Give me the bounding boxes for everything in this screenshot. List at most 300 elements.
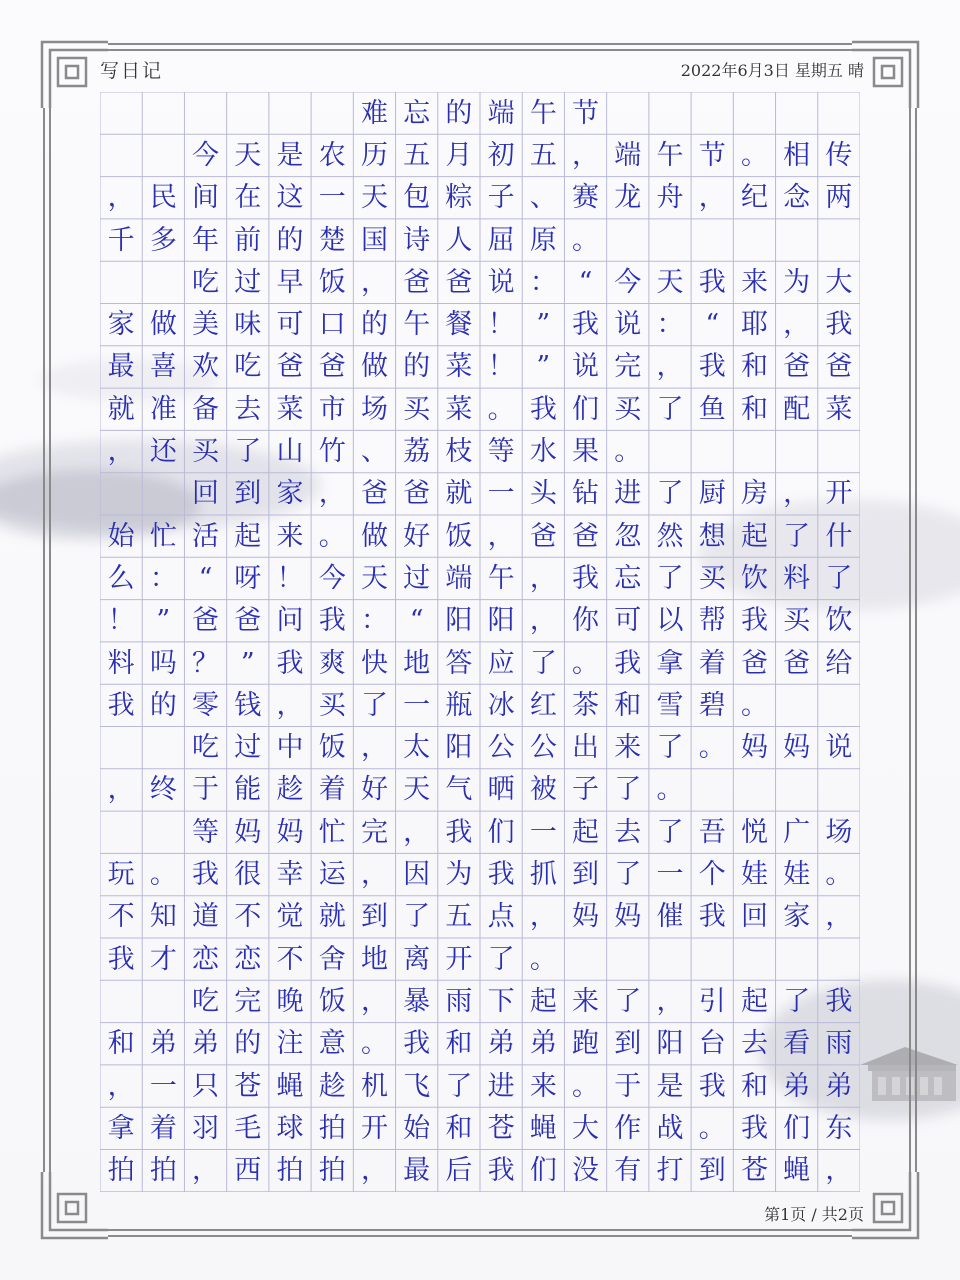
grid-cell <box>100 134 142 176</box>
grid-cell <box>607 92 649 134</box>
grid-cell: ， <box>107 182 135 214</box>
grid-cell: 弟 <box>192 1028 220 1060</box>
grid-cell: 。 <box>360 1028 388 1060</box>
grid-cell: 爸 <box>360 478 388 510</box>
grid-cell: 拿 <box>107 1112 135 1144</box>
grid-cell: 最 <box>107 351 135 383</box>
grid-cell <box>733 219 775 261</box>
grid-cell: 晒 <box>487 774 515 806</box>
grid-cell: 粽 <box>445 182 473 214</box>
grid-cell: 毛 <box>234 1112 262 1144</box>
grid-cell: ， <box>529 562 557 594</box>
grid-cell: 于 <box>614 1070 642 1102</box>
essay-line <box>100 1065 860 1107</box>
grid-cell: 天 <box>234 139 262 171</box>
grid-cell: 吃 <box>192 985 220 1017</box>
grid-cell: 快 <box>360 647 388 679</box>
grid-cell: 午 <box>403 309 431 341</box>
grid-cell: 我 <box>529 393 557 425</box>
grid-cell <box>818 684 860 726</box>
grid-cell: ， <box>529 901 557 933</box>
grid-cell: ” <box>156 605 171 637</box>
grid-cell: 知 <box>149 901 177 933</box>
grid-cell: 料 <box>783 562 811 594</box>
grid-cell: “ <box>198 562 213 594</box>
grid-cell: 忘 <box>403 97 431 129</box>
grid-cell: ， <box>656 351 684 383</box>
grid-cell: ， <box>572 139 600 171</box>
essay-line <box>100 896 860 938</box>
grid-cell: 了 <box>783 520 811 552</box>
grid-cell <box>100 980 142 1022</box>
grid-cell <box>564 938 606 980</box>
grid-cell: 了 <box>656 562 684 594</box>
essay-line <box>100 684 860 726</box>
grid-cell: 们 <box>572 393 600 425</box>
grid-cell: 打 <box>656 1155 684 1187</box>
grid-cell: 五 <box>403 139 431 171</box>
grid-cell: 红 <box>529 689 557 721</box>
grid-cell <box>311 92 353 134</box>
grid-cell: 饮 <box>740 562 768 594</box>
grid-cell: 一 <box>403 689 431 721</box>
grid-cell: 和 <box>614 689 642 721</box>
grid-cell: 来 <box>572 985 600 1017</box>
grid-cell: 气 <box>445 774 473 806</box>
grid-cell: 到 <box>698 1155 726 1187</box>
essay-line <box>100 769 860 811</box>
grid-cell: 冰 <box>487 689 515 721</box>
grid-cell: 进 <box>487 1070 515 1102</box>
essay-line <box>100 557 860 599</box>
grid-cell: 出 <box>572 732 600 764</box>
grid-cell: 。 <box>656 774 684 806</box>
grid-cell: 的 <box>276 224 304 256</box>
grid-cell: 是 <box>656 1070 684 1102</box>
grid-cell: 点 <box>487 901 515 933</box>
grid-cell: 历 <box>360 139 388 171</box>
grid-cell: ， <box>403 816 431 848</box>
grid-cell: 拍 <box>318 1112 346 1144</box>
grid-cell: 午 <box>529 97 557 129</box>
grid-cell <box>776 430 818 472</box>
grid-cell <box>733 938 775 980</box>
grid-cell: ， <box>783 309 811 341</box>
grid-cell: 五 <box>529 139 557 171</box>
grid-cell: 是 <box>276 139 304 171</box>
grid-cell <box>100 261 142 303</box>
grid-cell: 完 <box>360 816 388 848</box>
grid-cell: 说 <box>487 266 515 298</box>
grid-cell: 公 <box>487 732 515 764</box>
grid-cell: ， <box>656 985 684 1017</box>
grid-cell: 阳 <box>445 732 473 764</box>
grid-cell: 机 <box>360 1070 388 1102</box>
grid-cell: 场 <box>825 816 853 848</box>
grid-cell: 过 <box>234 266 262 298</box>
grid-cell <box>818 430 860 472</box>
grid-cell: 端 <box>487 97 515 129</box>
grid-cell: 我 <box>572 562 600 594</box>
grid-cell: 了 <box>656 393 684 425</box>
grid-cell: 趁 <box>276 774 304 806</box>
page-title: 写日记 <box>100 60 164 82</box>
grid-cell: 菜 <box>445 351 473 383</box>
grid-cell: 端 <box>614 139 642 171</box>
grid-cell: 赛 <box>572 182 600 214</box>
grid-cell: 饮 <box>825 605 853 637</box>
grid-cell <box>227 92 269 134</box>
grid-cell: 了 <box>825 562 853 594</box>
grid-cell: 我 <box>614 647 642 679</box>
grid-cell: 妈 <box>234 816 262 848</box>
grid-cell <box>776 684 818 726</box>
grid-cell: 耶 <box>740 309 768 341</box>
grid-cell: ： <box>656 309 684 341</box>
grid-cell: 舍 <box>318 943 346 975</box>
grid-cell: 多 <box>149 224 177 256</box>
grid-cell: 买 <box>403 393 431 425</box>
grid-cell: 始 <box>403 1112 431 1144</box>
grid-cell: 节 <box>572 97 600 129</box>
grid-cell: 。 <box>572 647 600 679</box>
grid-cell: 意 <box>318 1028 346 1060</box>
grid-cell: 包 <box>403 182 431 214</box>
grid-cell: 一 <box>529 816 557 848</box>
grid-cell <box>142 92 184 134</box>
grid-cell <box>100 473 142 515</box>
grid-cell: 爸 <box>234 605 262 637</box>
grid-cell: ， <box>360 985 388 1017</box>
grid-cell: 台 <box>698 1028 726 1060</box>
essay-line <box>100 346 860 388</box>
grid-cell: 买 <box>318 689 346 721</box>
grid-cell: 妈 <box>276 816 304 848</box>
grid-cell: 和 <box>107 1028 135 1060</box>
grid-cell: 起 <box>740 520 768 552</box>
grid-cell: 球 <box>276 1112 304 1144</box>
grid-cell: 一 <box>656 859 684 891</box>
grid-cell: 然 <box>656 520 684 552</box>
grid-cell: 。 <box>318 520 346 552</box>
grid-cell: 喜 <box>149 351 177 383</box>
grid-cell: 为 <box>445 859 473 891</box>
grid-cell: 引 <box>698 985 726 1017</box>
grid-cell: 地 <box>360 943 388 975</box>
grid-cell: 吃 <box>192 266 220 298</box>
grid-cell <box>691 938 733 980</box>
grid-cell: 果 <box>572 436 600 468</box>
grid-cell: 做 <box>149 309 177 341</box>
grid-cell: 了 <box>487 943 515 975</box>
grid-cell: 相 <box>783 139 811 171</box>
grid-cell: 和 <box>740 1070 768 1102</box>
grid-cell: 。 <box>572 224 600 256</box>
grid-cell: 抓 <box>529 859 557 891</box>
grid-cell: 农 <box>318 139 346 171</box>
grid-cell: 羽 <box>192 1112 220 1144</box>
grid-cell <box>818 92 860 134</box>
grid-cell: 中 <box>276 732 304 764</box>
grid-cell: 买 <box>698 562 726 594</box>
grid-cell: 呀 <box>234 562 262 594</box>
grid-cell: 这 <box>276 182 304 214</box>
grid-cell: 我 <box>445 816 473 848</box>
grid-cell: 了 <box>234 436 262 468</box>
grid-cell: 爸 <box>529 520 557 552</box>
grid-cell: 了 <box>656 732 684 764</box>
grid-cell: 广 <box>783 816 811 848</box>
grid-cell: 。 <box>825 859 853 891</box>
grid-cell <box>776 92 818 134</box>
grid-cell: 不 <box>107 901 135 933</box>
grid-cell: 今 <box>192 139 220 171</box>
grid-cell: 了 <box>783 985 811 1017</box>
grid-cell: ， <box>783 478 811 510</box>
grid-cell: 着 <box>698 647 726 679</box>
grid-cell: 年 <box>192 224 220 256</box>
grid-cell: 终 <box>149 774 177 806</box>
grid-cell: 吃 <box>192 732 220 764</box>
essay-line <box>100 1023 860 1065</box>
grid-cell: ， <box>107 1070 135 1102</box>
grid-cell: 做 <box>360 351 388 383</box>
grid-cell: 着 <box>149 1112 177 1144</box>
grid-cell: ， <box>529 605 557 637</box>
grid-cell: 千 <box>107 224 135 256</box>
grid-cell: 阳 <box>487 605 515 637</box>
grid-cell: 拍 <box>318 1155 346 1187</box>
grid-cell: 初 <box>487 139 515 171</box>
grid-cell: 了 <box>614 859 642 891</box>
grid-cell: 碧 <box>698 689 726 721</box>
grid-cell: 我 <box>825 985 853 1017</box>
grid-cell: 欢 <box>192 351 220 383</box>
grid-cell <box>607 219 649 261</box>
grid-cell: 阳 <box>445 605 473 637</box>
grid-cell: 、 <box>360 436 388 468</box>
grid-cell <box>607 938 649 980</box>
grid-cell <box>649 219 691 261</box>
grid-cell: 爸 <box>403 478 431 510</box>
grid-cell: 爽 <box>318 647 346 679</box>
grid-cell: 么 <box>107 562 135 594</box>
grid-cell: 我 <box>192 859 220 891</box>
grid-cell: 离 <box>403 943 431 975</box>
grid-cell: 厨 <box>698 478 726 510</box>
grid-cell: 端 <box>445 562 473 594</box>
grid-cell: 起 <box>234 520 262 552</box>
grid-cell: 催 <box>656 901 684 933</box>
grid-cell: 想 <box>698 520 726 552</box>
grid-cell: 两 <box>825 182 853 214</box>
grid-cell <box>691 219 733 261</box>
grid-cell: 原 <box>529 224 557 256</box>
grid-cell: 了 <box>656 816 684 848</box>
grid-cell: 完 <box>234 985 262 1017</box>
grid-cell: 跑 <box>572 1028 600 1060</box>
grid-cell: 最 <box>403 1155 431 1187</box>
grid-cell: 午 <box>656 139 684 171</box>
grid-cell: 买 <box>783 605 811 637</box>
grid-cell: 备 <box>192 393 220 425</box>
grid-cell: 竹 <box>318 436 346 468</box>
essay-line <box>100 177 860 219</box>
grid-cell: 运 <box>318 859 346 891</box>
grid-cell: 作 <box>614 1112 642 1144</box>
grid-cell: 因 <box>403 859 431 891</box>
grid-cell: 爸 <box>572 520 600 552</box>
grid-cell: 趁 <box>318 1070 346 1102</box>
grid-cell: 们 <box>487 816 515 848</box>
grid-cell: 。 <box>487 393 515 425</box>
grid-cell <box>142 811 184 853</box>
grid-cell <box>269 92 311 134</box>
grid-cell: 答 <box>445 647 473 679</box>
grid-cell: 活 <box>192 520 220 552</box>
grid-cell: 人 <box>445 224 473 256</box>
grid-cell: 东 <box>825 1112 853 1144</box>
grid-cell: 家 <box>276 478 304 510</box>
grid-cell: 我 <box>107 943 135 975</box>
grid-cell: 可 <box>276 309 304 341</box>
grid-cell: 于 <box>192 774 220 806</box>
grid-cell: 可 <box>614 605 642 637</box>
grid-cell: 回 <box>740 901 768 933</box>
grid-cell: 爸 <box>276 351 304 383</box>
grid-cell: ， <box>107 774 135 806</box>
grid-cell: 下 <box>487 985 515 1017</box>
grid-cell: 去 <box>740 1028 768 1060</box>
grid-cell: 的 <box>445 97 473 129</box>
grid-cell: 菜 <box>825 393 853 425</box>
grid-cell: ， <box>192 1155 220 1187</box>
grid-cell: 开 <box>825 478 853 510</box>
grid-cell: 只 <box>192 1070 220 1102</box>
grid-cell: “ <box>705 309 720 341</box>
grid-cell: 场 <box>360 393 388 425</box>
grid-cell: 完 <box>614 351 642 383</box>
grid-cell: 茶 <box>572 689 600 721</box>
grid-cell: 能 <box>234 774 262 806</box>
grid-cell: 们 <box>529 1155 557 1187</box>
grid-cell: 弟 <box>783 1070 811 1102</box>
grid-cell: 暴 <box>403 985 431 1017</box>
grid-cell: 和 <box>445 1028 473 1060</box>
essay-line <box>100 853 860 895</box>
grid-cell: 后 <box>445 1155 473 1187</box>
grid-cell: 以 <box>656 605 684 637</box>
grid-cell <box>776 769 818 811</box>
grid-cell: 我 <box>740 1112 768 1144</box>
grid-cell: 楚 <box>318 224 346 256</box>
grid-cell: 爸 <box>783 647 811 679</box>
grid-cell: 晚 <box>276 985 304 1017</box>
grid-cell: 准 <box>149 393 177 425</box>
grid-cell: 鱼 <box>698 393 726 425</box>
grid-cell: 。 <box>572 1070 600 1102</box>
grid-cell: 来 <box>740 266 768 298</box>
grid-cell: 等 <box>487 436 515 468</box>
grid-cell <box>142 134 184 176</box>
grid-cell: 说 <box>572 351 600 383</box>
grid-cell: 很 <box>234 859 262 891</box>
grid-cell: 。 <box>698 732 726 764</box>
grid-cell: 好 <box>403 520 431 552</box>
grid-cell: 到 <box>614 1028 642 1060</box>
grid-cell: 传 <box>825 139 853 171</box>
grid-cell: 觉 <box>276 901 304 933</box>
essay-line <box>100 727 860 769</box>
grid-cell: 忙 <box>149 520 177 552</box>
grid-cell: 忙 <box>318 816 346 848</box>
grid-cell: 的 <box>234 1028 262 1060</box>
grid-cell: 我 <box>698 266 726 298</box>
grid-cell: 雨 <box>825 1028 853 1060</box>
grid-cell: 阳 <box>656 1028 684 1060</box>
grid-cell: ， <box>276 689 304 721</box>
grid-cell: 弟 <box>529 1028 557 1060</box>
grid-cell: 饭 <box>318 985 346 1017</box>
grid-cell <box>649 92 691 134</box>
grid-cell: 子 <box>487 182 515 214</box>
grid-cell: 妈 <box>614 901 642 933</box>
grid-cell: 节 <box>698 139 726 171</box>
grid-cell: 就 <box>445 478 473 510</box>
grid-cell: ！ <box>276 562 304 594</box>
essay-line <box>100 430 860 472</box>
grid-cell: 我 <box>403 1028 431 1060</box>
grid-cell: ： <box>529 266 557 298</box>
grid-cell <box>733 430 775 472</box>
grid-cell: 太 <box>403 732 431 764</box>
grid-cell: 爸 <box>318 351 346 383</box>
grid-cell: 和 <box>445 1112 473 1144</box>
grid-cell <box>649 430 691 472</box>
grid-cell: 忽 <box>614 520 642 552</box>
grid-cell: 枝 <box>445 436 473 468</box>
grid-cell: 不 <box>234 901 262 933</box>
grid-cell: 一 <box>318 182 346 214</box>
grid-cell: 天 <box>360 182 388 214</box>
grid-cell: 好 <box>360 774 388 806</box>
diary-date: 2022年6月3日 星期五 晴 <box>680 61 864 80</box>
grid-cell <box>142 473 184 515</box>
grid-cell <box>142 261 184 303</box>
grid-cell <box>691 430 733 472</box>
grid-cell: 给 <box>825 647 853 679</box>
grid-cell: 爸 <box>403 266 431 298</box>
grid-cell: 西 <box>234 1155 262 1187</box>
grid-cell: 难 <box>360 97 388 129</box>
grid-cell: 我 <box>698 351 726 383</box>
grid-cell: 你 <box>572 605 600 637</box>
grid-cell: 被 <box>529 774 557 806</box>
grid-cell: 说 <box>825 732 853 764</box>
grid-cell: 天 <box>656 266 684 298</box>
grid-cell: ： <box>149 562 177 594</box>
grid-cell <box>733 769 775 811</box>
grid-cell: 今 <box>318 562 346 594</box>
grid-cell: 过 <box>403 562 431 594</box>
grid-cell: 饭 <box>445 520 473 552</box>
grid-cell: 爸 <box>825 351 853 383</box>
grid-cell: 们 <box>783 1112 811 1144</box>
grid-cell: 苍 <box>487 1112 515 1144</box>
grid-cell: 蝇 <box>783 1155 811 1187</box>
grid-cell: 爸 <box>740 647 768 679</box>
grid-cell <box>142 980 184 1022</box>
